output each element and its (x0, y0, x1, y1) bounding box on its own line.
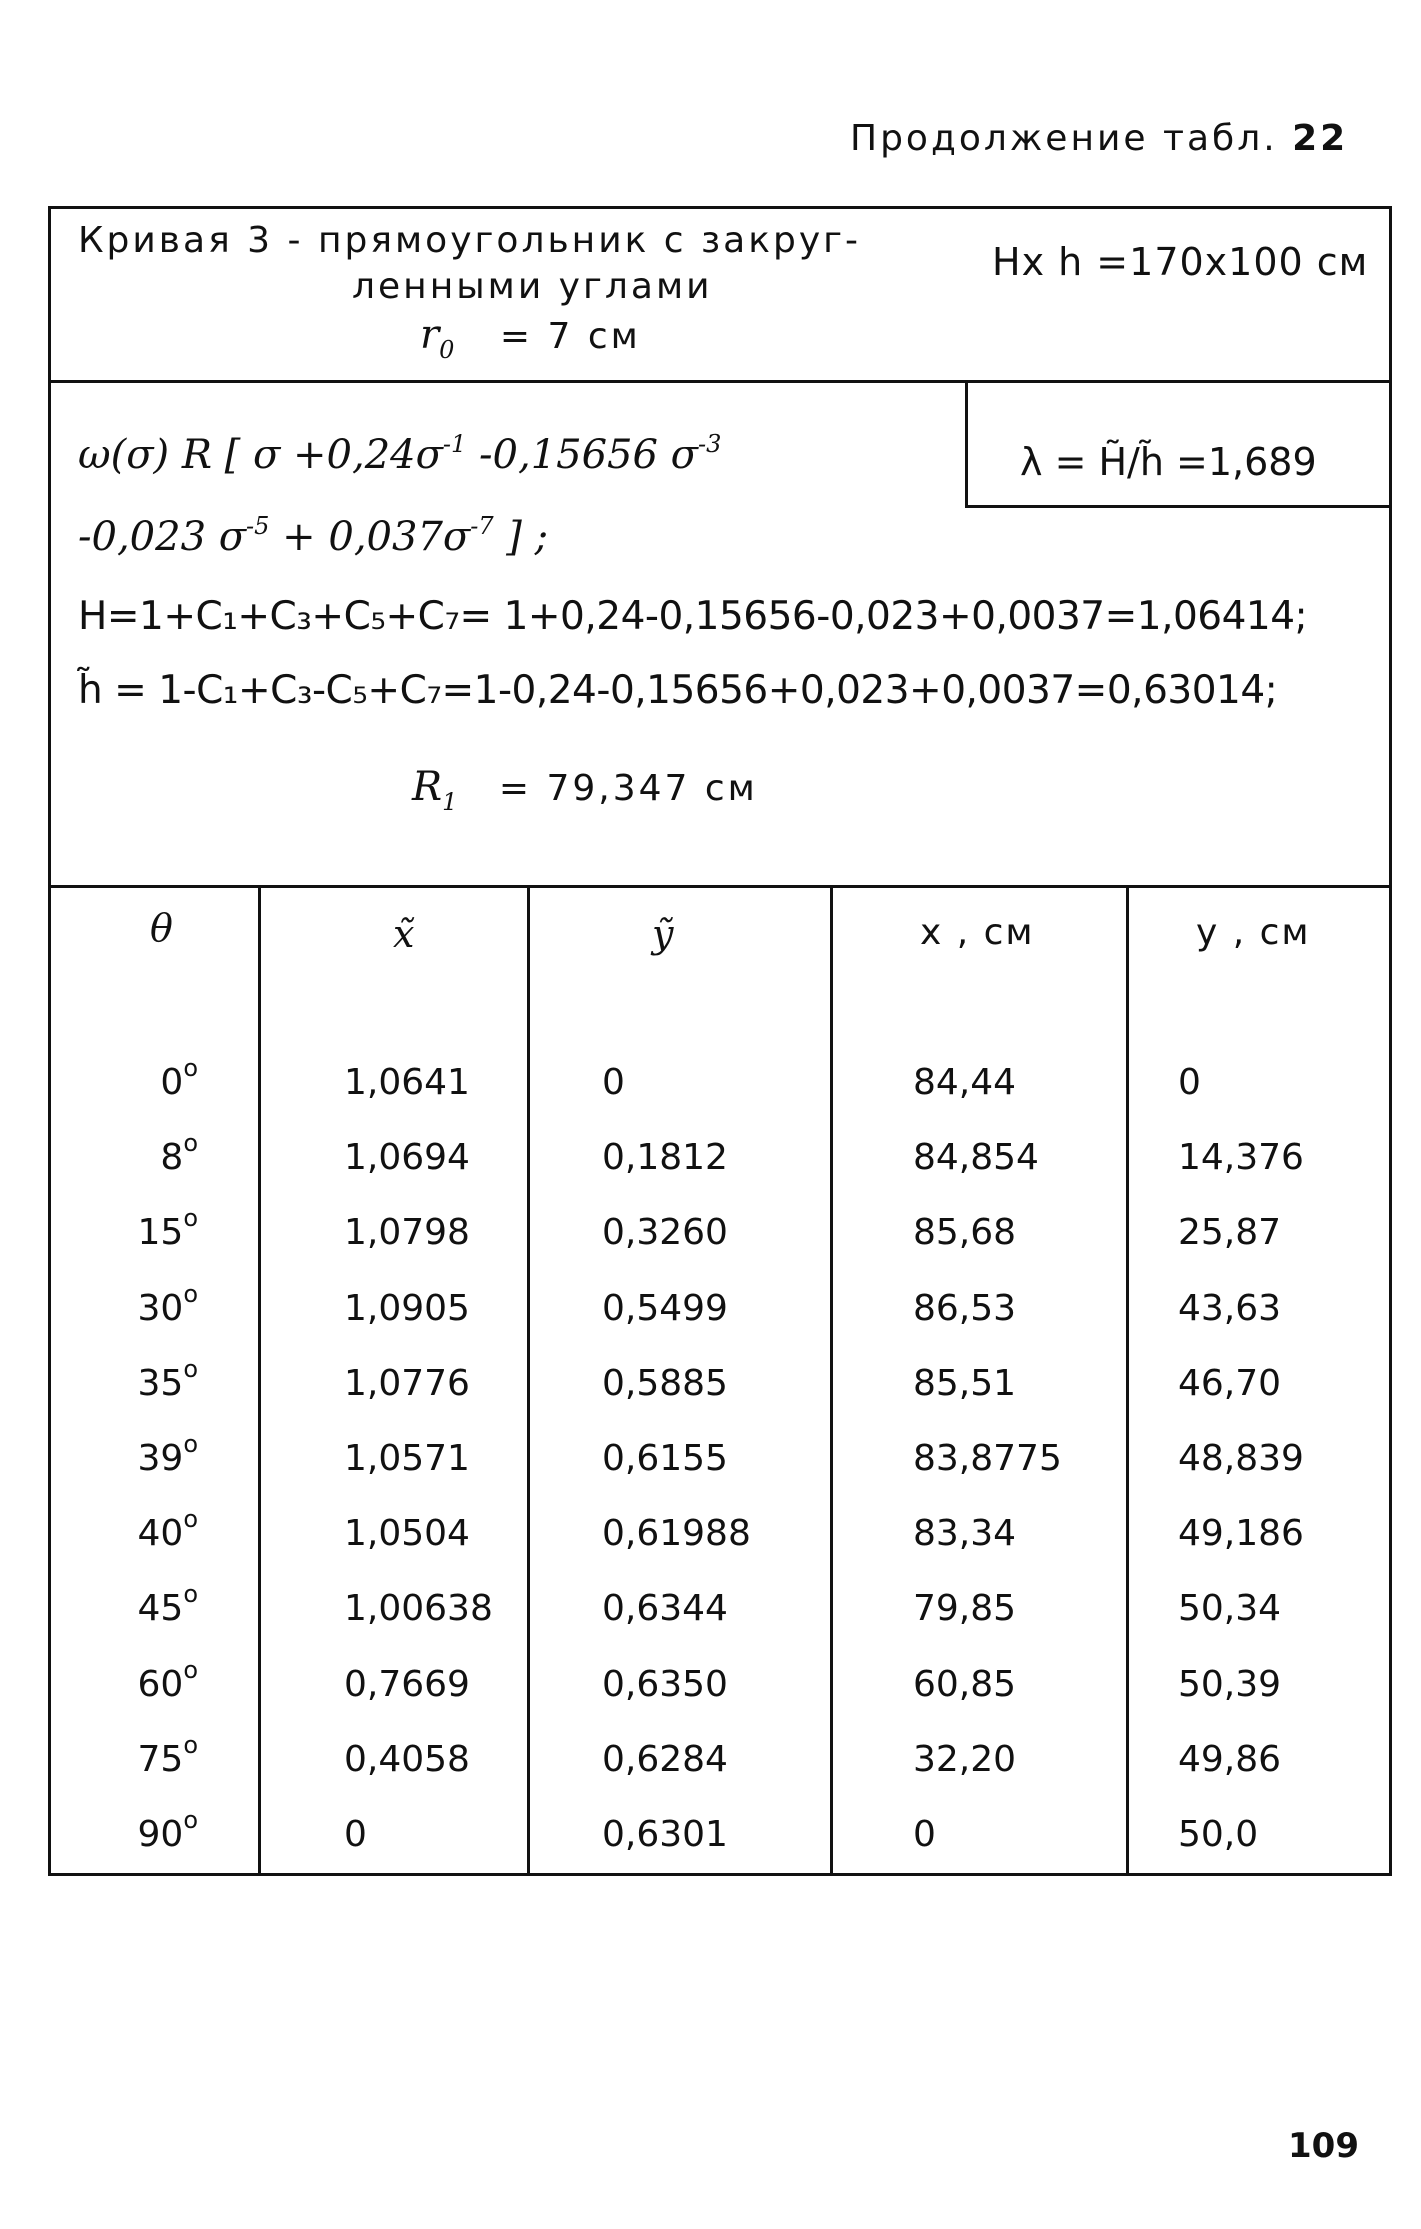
cell-x-cm: 79,85 (913, 1588, 1017, 1629)
cell-y-tilde: 0,6344 (602, 1588, 728, 1629)
cell-y-tilde: 0,6350 (602, 1664, 728, 1705)
cell-theta (137, 1580, 199, 1629)
cell-x-tilde: 1,0641 (344, 1062, 470, 1103)
degree-mark: o (183, 1656, 198, 1684)
cell-theta (137, 1280, 199, 1329)
cell-x-tilde: 1,0571 (344, 1438, 470, 1479)
r0-subscript: 0 (439, 336, 455, 364)
degree-mark: o (183, 1505, 198, 1533)
frame-left (48, 206, 51, 1876)
R1-subscript: 1 (442, 788, 458, 816)
cell-x-cm: 0 (913, 1814, 936, 1855)
radius-R1 (412, 764, 758, 816)
cell-y-cm: 49,186 (1178, 1513, 1304, 1554)
theta-value: 0 (160, 1062, 184, 1103)
frame-bottom (48, 1873, 1392, 1876)
omega-exp-m5: -5 (246, 512, 270, 540)
cell-y-cm: 49,86 (1178, 1739, 1282, 1780)
cell-theta (137, 1806, 199, 1855)
H-formula: H=1+C₁+C₃+C₅+C₇= 1+0,24-0,15656-0,023+0,0037=1,06414; (78, 594, 1308, 639)
cell-theta (137, 1204, 199, 1253)
header-x-cm: x , см (920, 912, 1035, 953)
caption-text: Продолжение табл. (850, 118, 1278, 159)
theta-value: 60 (137, 1664, 184, 1705)
header-y-tilde: ỹ (652, 912, 674, 956)
cell-theta (160, 1054, 198, 1103)
degree-mark: o (183, 1129, 198, 1157)
cell-x-cm: 86,53 (913, 1288, 1017, 1329)
cell-y-tilde: 0,6301 (602, 1814, 728, 1855)
cell-y-tilde: 0,3260 (602, 1212, 728, 1253)
lambda-box-left (965, 380, 968, 507)
cell-y-cm: 46,70 (1178, 1363, 1282, 1404)
omega-formula-line-1 (78, 432, 721, 478)
omega-part-e: ] ; (493, 514, 549, 560)
cell-y-cm: 50,39 (1178, 1664, 1282, 1705)
cell-x-tilde: 1,0694 (344, 1137, 470, 1178)
h-formula: h̃ = 1-C₁+C₃-C₅+C₇=1-0,24-0,15656+0,023+0,0037=0,63014; (78, 668, 1278, 713)
header-x-tilde: x̃ (393, 912, 415, 956)
cell-theta (137, 1505, 199, 1554)
header-y-cm: y , см (1196, 912, 1311, 953)
column-divider-4 (1126, 885, 1129, 1875)
cell-y-tilde: 0 (602, 1062, 625, 1103)
cell-y-cm: 0 (1178, 1062, 1201, 1103)
column-divider-1 (258, 885, 261, 1875)
title-line-2: ленными углами (352, 266, 713, 307)
frame-right (1389, 206, 1392, 1876)
omega-part-c: -0,023 σ (78, 514, 247, 560)
omega-exp-m3: -3 (697, 430, 722, 458)
cell-y-cm: 48,839 (1178, 1438, 1304, 1479)
omega-part-d: + 0,037σ (269, 514, 471, 560)
cell-x-tilde: 1,0905 (344, 1288, 470, 1329)
page-number: 109 (1288, 2126, 1359, 2166)
cell-x-cm: 83,8775 (913, 1438, 1062, 1479)
cell-theta (137, 1656, 199, 1705)
theta-value: 35 (137, 1363, 184, 1404)
r0-value: = 7 см (499, 316, 641, 357)
cell-x-tilde: 1,0798 (344, 1212, 470, 1253)
degree-mark: o (183, 1731, 198, 1759)
theta-value: 45 (137, 1588, 184, 1629)
formula-divider (48, 885, 1392, 888)
degree-mark: o (183, 1580, 198, 1608)
theta-value: 40 (137, 1513, 184, 1554)
cell-x-tilde: 0 (344, 1814, 367, 1855)
cell-theta (137, 1355, 199, 1404)
frame-top (48, 206, 1392, 209)
cell-y-cm: 43,63 (1178, 1288, 1282, 1329)
lambda-box-bottom (965, 505, 1392, 508)
cell-y-tilde: 0,1812 (602, 1137, 728, 1178)
R1-symbol: R (412, 764, 443, 810)
title-line-1: Кривая 3 - прямоугольник с закруг- (78, 220, 862, 261)
cell-y-tilde: 0,5885 (602, 1363, 728, 1404)
cell-y-tilde: 0,5499 (602, 1288, 728, 1329)
cell-x-cm: 85,68 (913, 1212, 1017, 1253)
cell-x-cm: 32,20 (913, 1739, 1017, 1780)
cell-x-cm: 83,34 (913, 1513, 1017, 1554)
cell-x-cm: 85,51 (913, 1363, 1017, 1404)
cell-y-cm: 50,34 (1178, 1588, 1282, 1629)
lambda-value: λ = H̃/h̃ =1,689 (1020, 440, 1317, 484)
omega-exp-m7: -7 (470, 512, 494, 540)
title-divider (48, 380, 1392, 383)
column-divider-3 (830, 885, 833, 1875)
degree-mark: o (183, 1806, 198, 1834)
cell-y-tilde: 0,6284 (602, 1739, 728, 1780)
cell-y-cm: 14,376 (1178, 1137, 1304, 1178)
degree-mark: o (183, 1430, 198, 1458)
cell-y-tilde: 0,61988 (602, 1513, 751, 1554)
section-size: Hx h =170x100 см (992, 240, 1369, 284)
cell-y-tilde: 0,6155 (602, 1438, 728, 1479)
header-theta: θ (150, 906, 173, 950)
cell-x-tilde: 0,4058 (344, 1739, 470, 1780)
column-divider-2 (527, 885, 530, 1875)
theta-value: 75 (137, 1739, 184, 1780)
cell-y-cm: 50,0 (1178, 1814, 1259, 1855)
cell-x-tilde: 0,7669 (344, 1664, 470, 1705)
theta-value: 39 (137, 1438, 184, 1479)
omega-part-b: -0,15656 σ (466, 432, 698, 478)
degree-mark: o (183, 1054, 198, 1082)
r0-symbol: r (420, 312, 440, 358)
degree-mark: o (183, 1355, 198, 1383)
cell-x-tilde: 1,0504 (344, 1513, 470, 1554)
cell-x-tilde: 1,0776 (344, 1363, 470, 1404)
cell-x-cm: 60,85 (913, 1664, 1017, 1705)
cell-theta (137, 1430, 199, 1479)
degree-mark: o (183, 1204, 198, 1232)
cell-theta (137, 1731, 199, 1780)
cell-x-cm: 84,44 (913, 1062, 1017, 1103)
theta-value: 90 (137, 1814, 184, 1855)
caption-table-number: 22 (1292, 118, 1349, 159)
omega-formula-line-2 (78, 514, 548, 560)
degree-mark: o (183, 1280, 198, 1308)
cell-theta (160, 1129, 198, 1178)
cell-y-cm: 25,87 (1178, 1212, 1282, 1253)
cell-x-cm: 84,854 (913, 1137, 1039, 1178)
omega-part-a: ω(σ) R [ σ +0,24σ (78, 432, 443, 478)
omega-exp-m1: -1 (442, 430, 467, 458)
corner-radius (420, 312, 641, 364)
theta-value: 30 (137, 1288, 184, 1329)
theta-value: 15 (137, 1212, 184, 1253)
R1-value: = 79,347 см (498, 768, 758, 809)
cell-x-tilde: 1,00638 (344, 1588, 493, 1629)
table-continuation-caption (850, 118, 1348, 159)
theta-value: 8 (160, 1137, 184, 1178)
